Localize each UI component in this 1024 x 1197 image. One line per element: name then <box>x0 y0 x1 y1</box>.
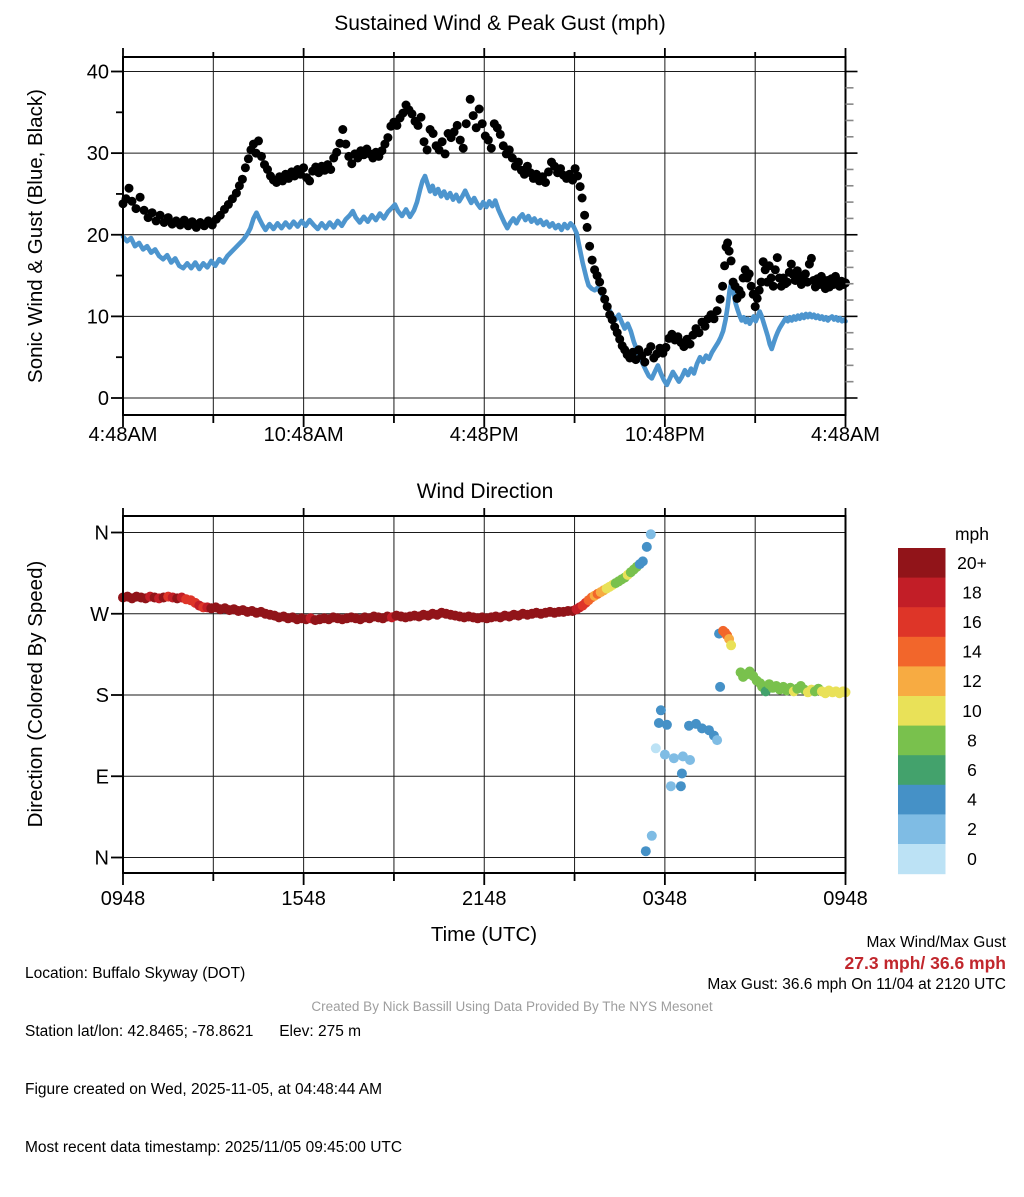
bottom-chart-title: Wind Direction <box>416 480 554 503</box>
svg-text:4:48AM: 4:48AM <box>811 424 880 446</box>
svg-text:0948: 0948 <box>100 888 146 910</box>
location-line: Location: Buffalo Skyway (DOT) <box>25 964 246 982</box>
svg-text:2148: 2148 <box>462 888 507 910</box>
svg-text:0348: 0348 <box>642 888 688 910</box>
svg-text:S: S <box>95 685 109 708</box>
svg-text:10:48AM: 10:48AM <box>263 424 344 446</box>
svg-text:Time (UTC): Time (UTC) <box>430 923 538 946</box>
svg-text:8: 8 <box>967 730 977 751</box>
max-wind-gust-label: Max Wind/Max Gust <box>866 934 1006 951</box>
svg-text:E: E <box>95 766 109 789</box>
svg-text:40: 40 <box>86 61 109 84</box>
svg-text:4:48PM: 4:48PM <box>449 424 519 446</box>
svg-text:2: 2 <box>967 819 977 840</box>
latlon-elev-line: Station lat/lon: 42.8465; -78.8621 Elev: 275 m <box>25 1023 362 1041</box>
figure-created-line: Figure created on Wed, 2025-11-05, at 04:48:44 AM <box>25 1081 383 1099</box>
svg-text:mph: mph <box>954 524 990 544</box>
svg-text:4:48AM: 4:48AM <box>88 424 158 446</box>
svg-text:10:48PM: 10:48PM <box>624 424 705 446</box>
max-wind-info <box>707 932 1006 995</box>
bottom-chart-frame <box>111 508 846 885</box>
svg-text:6: 6 <box>967 760 977 780</box>
svg-text:0948: 0948 <box>823 888 868 910</box>
svg-text:10: 10 <box>962 700 982 721</box>
svg-text:W: W <box>90 603 109 626</box>
svg-text:18: 18 <box>962 582 982 603</box>
max-gust-time-line: Max Gust: 36.6 mph On 11/04 at 2120 UTC <box>707 976 1006 993</box>
credit-line: Created By Nick Bassill Using Data Provided By The NYS Mesonet <box>311 999 713 1014</box>
svg-text:Sonic Wind & Gust (Blue, Black: Sonic Wind & Gust (Blue, Black) <box>24 89 47 383</box>
svg-text:1548: 1548 <box>281 888 326 910</box>
svg-text:20: 20 <box>86 224 109 247</box>
svg-text:20+: 20+ <box>957 552 987 573</box>
max-wind-gust-values: 27.3 mph/ 36.6 mph <box>844 953 1006 973</box>
svg-text:4: 4 <box>967 789 977 810</box>
station-info <box>25 925 402 1197</box>
svg-text:0: 0 <box>967 848 977 869</box>
svg-text:0: 0 <box>97 388 109 410</box>
top-chart-title: Sustained Wind & Peak Gust (mph) <box>334 12 666 35</box>
svg-text:10: 10 <box>86 306 109 329</box>
top-chart-grid <box>123 57 846 415</box>
speed-colorbar <box>898 524 989 874</box>
svg-text:N: N <box>94 847 109 870</box>
svg-text:Direction (Colored By Speed): Direction (Colored By Speed) <box>24 560 47 828</box>
svg-text:14: 14 <box>962 641 982 662</box>
svg-text:30: 30 <box>86 143 109 166</box>
svg-text:N: N <box>94 522 109 545</box>
data-timestamp-line: Most recent data timestamp: 2025/11/05 09:45:00 UTC <box>25 1139 403 1157</box>
svg-text:16: 16 <box>962 612 982 632</box>
bottom-chart-labels <box>24 523 868 947</box>
svg-text:12: 12 <box>962 671 982 692</box>
bottom-chart-grid <box>123 516 846 873</box>
